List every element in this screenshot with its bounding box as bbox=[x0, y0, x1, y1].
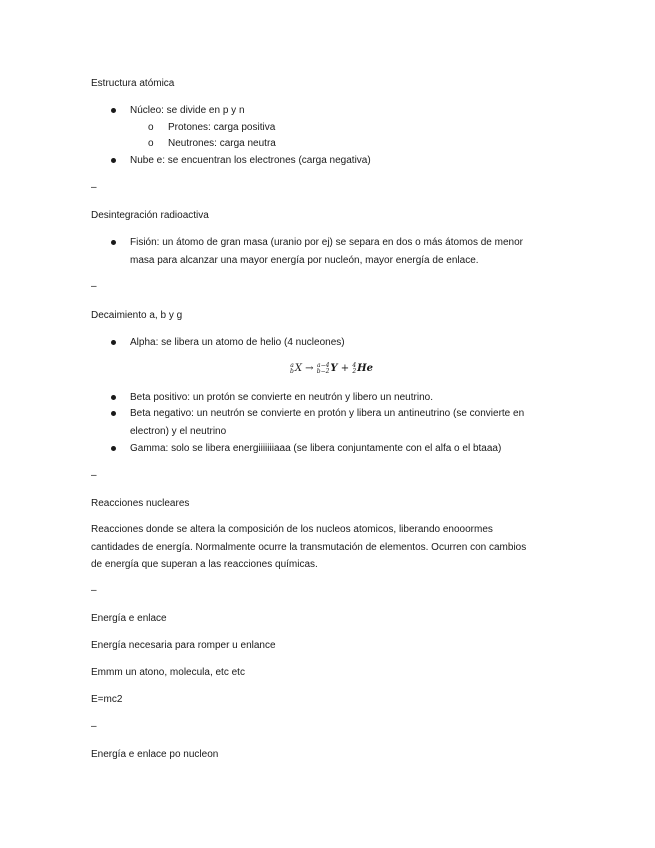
heading-energia-por-nucleon: Energía e enlace po nucleon bbox=[91, 749, 219, 760]
bullet-alpha: Alpha: se libera un atomo de helio (4 nucleones) bbox=[130, 337, 345, 348]
divider-dash: – bbox=[91, 470, 97, 481]
bullet-icon bbox=[111, 446, 116, 451]
paragraph-line1: Reacciones donde se altera la composición de los nucleos atomicos, liberando enooormes bbox=[91, 524, 493, 535]
sub-bullet-protones: Protones: carga positiva bbox=[168, 122, 276, 133]
text-energia-necesaria: Energía necesaria para romper u enlance bbox=[91, 640, 276, 651]
bullet-beta-negativo-line2: electron) y el neutrino bbox=[130, 426, 227, 437]
bullet-nube: Nube e: se encuentran los electrones (carga negativa) bbox=[130, 155, 371, 166]
heading-desintegracion: Desintegración radioactiva bbox=[91, 210, 209, 221]
bullet-icon bbox=[111, 240, 116, 245]
bullet-beta-negativo-line1: Beta negativo: un neutrón se convierte en protón y libera un antineutrino (se convierte en bbox=[130, 408, 525, 419]
sub-bullet-icon: o bbox=[148, 138, 154, 149]
sub-bullet-icon: o bbox=[148, 122, 154, 133]
paragraph-line3: de energía que superan a las reacciones químicas. bbox=[91, 559, 318, 570]
text-emmm: Emmm un atono, molecula, etc etc bbox=[91, 667, 245, 678]
sub-bullet-neutrones: Neutrones: carga neutra bbox=[168, 138, 276, 149]
bullet-icon bbox=[111, 411, 116, 416]
text-formula: E=mc2 bbox=[91, 694, 123, 705]
bullet-icon bbox=[111, 158, 116, 163]
divider-dash: – bbox=[91, 281, 97, 292]
bullet-icon bbox=[111, 395, 116, 400]
divider-dash: – bbox=[91, 721, 97, 732]
heading-estructura-atomica: Estructura atómica bbox=[91, 78, 175, 89]
bullet-icon bbox=[111, 108, 116, 113]
heading-reacciones: Reacciones nucleares bbox=[91, 498, 190, 509]
bullet-nucleo: Núcleo: se divide en p y n bbox=[130, 105, 245, 116]
heading-energia-enlace: Energía e enlace bbox=[91, 613, 167, 624]
bullet-icon bbox=[111, 340, 116, 345]
divider-dash: – bbox=[91, 182, 97, 193]
heading-decaimiento: Decaimiento a, b y g bbox=[91, 310, 183, 321]
bullet-beta-positivo: Beta positivo: un protón se convierte en neutrón y libero un neutrino. bbox=[130, 392, 433, 403]
paragraph-line2: cantidades de energía. Normalmente ocurre la transmutación de elementos. Ocurren con cambios bbox=[91, 542, 527, 553]
bullet-fision-line1: Fisión: un átomo de gran masa (uranio por ej) se separa en dos o más átomos de menor bbox=[130, 237, 523, 248]
bullet-fision-line2: masa para alcanzar una mayor energía por nucleón, mayor energía de enlace. bbox=[130, 255, 479, 266]
bullet-gamma: Gamma: solo se libera energiiiiiiiaaa (se libera conjuntamente con el alfa o el btaaa) bbox=[130, 443, 502, 454]
divider-dash: – bbox=[91, 585, 97, 596]
alpha-decay-equation: a b X → a−4 b−2 Y + 4 2 He bbox=[290, 361, 373, 375]
